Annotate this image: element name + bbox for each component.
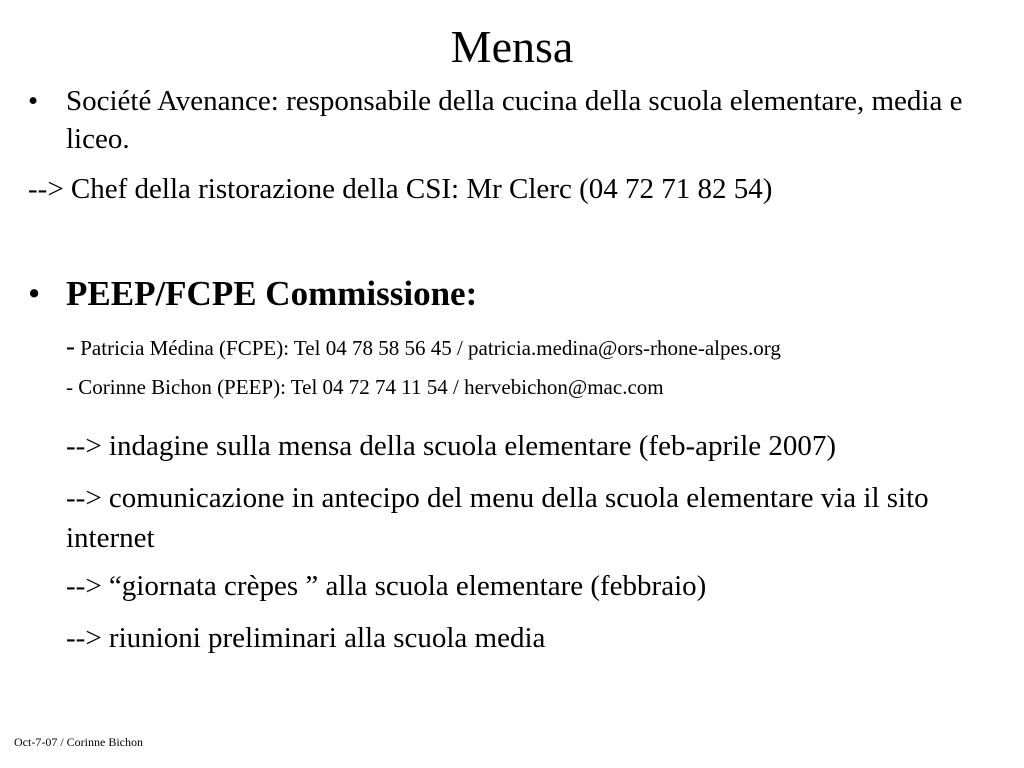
contact-dash: - <box>66 331 75 361</box>
slide-title: Mensa <box>450 21 574 72</box>
commission-item: --> riunioni preliminari alla scuola media <box>66 622 546 654</box>
contact-text: Patricia Médina (FCPE): Tel 04 78 58 56 45 / patricia.medina@ors-rhone-alpes.org <box>75 336 781 360</box>
commission-item: --> indagine sulla mensa della scuola elementare (feb-aprile 2007) <box>66 430 837 462</box>
chef-contact-line: --> Chef della ristorazione della CSI: Mr Clerc (04 72 71 82 54) <box>28 173 773 205</box>
avenance-text: Société Avenance: responsabile della cucina della scuola elementare, media e liceo. <box>66 85 963 155</box>
contact-dash: - <box>66 375 73 399</box>
bullet-icon: • <box>28 274 41 313</box>
commission-heading: PEEP/FCPE Commissione: <box>66 274 478 313</box>
contact-line <box>66 373 664 401</box>
bullet-icon: • <box>28 85 39 117</box>
contact-text: Corinne Bichon (PEEP): Tel 04 72 74 11 54 / hervebichon@mac.com <box>73 375 664 399</box>
slide-footer: Oct-7-07 / Corinne Bichon <box>14 735 143 749</box>
commission-item: --> “giornata crèpes ” alla scuola elementare (febbraio) <box>66 570 707 602</box>
contact-line <box>66 332 781 362</box>
commission-item: --> comunicazione in antecipo del menu della scuola elementare via il sito internet <box>66 482 929 554</box>
